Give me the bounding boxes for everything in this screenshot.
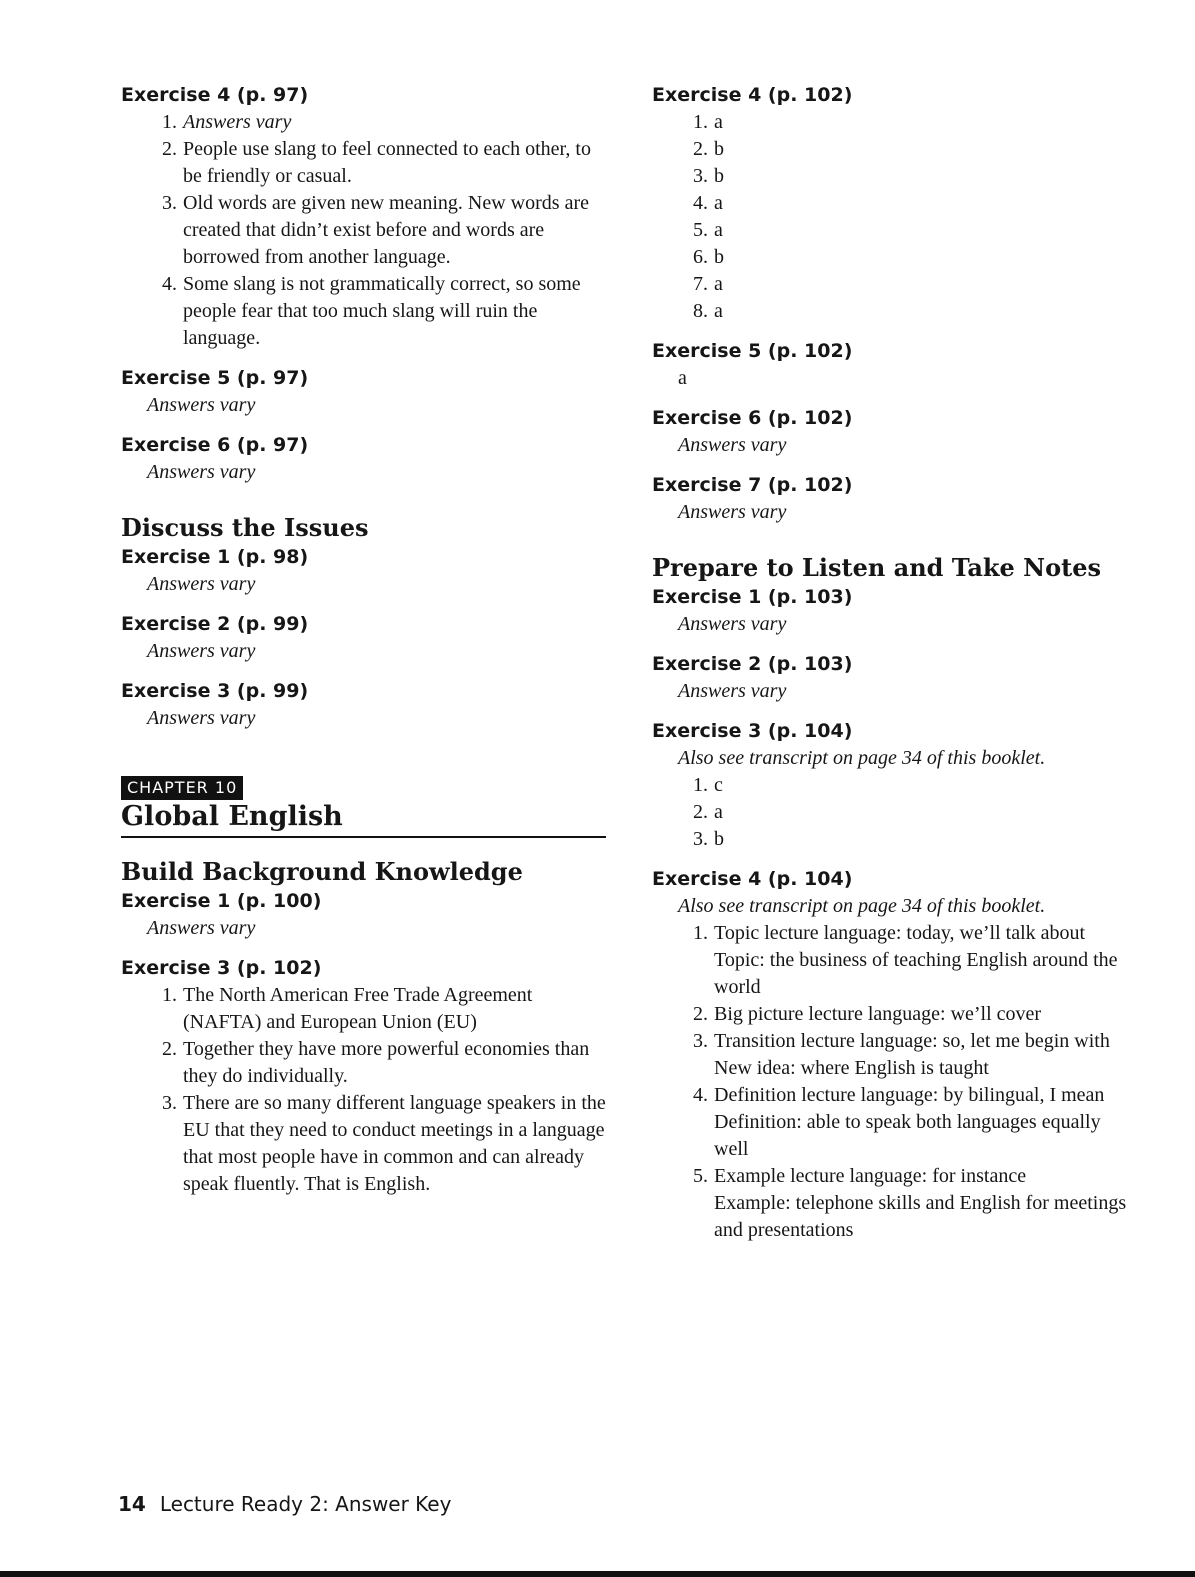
list-item — [652, 772, 1137, 799]
chapter-header — [121, 776, 611, 838]
item-text: c — [714, 774, 723, 796]
item-detail: Definition: able to speak both languages equally well — [714, 1111, 1101, 1160]
list-item — [652, 920, 1137, 1001]
item-text: There are so many different language speakers in the EU that they need to conduct meetings in a language that most people have in common and can already speak fluently. That is English. — [183, 1092, 606, 1195]
list-item — [121, 271, 611, 352]
exercise-title: Exercise 1 (p. 100) — [121, 890, 322, 912]
item-number: 4. — [693, 192, 708, 214]
answer-text: Answers vary — [147, 640, 256, 662]
list-item — [652, 136, 1137, 163]
item-text: Transition lecture language: so, let me begin with — [714, 1030, 1110, 1052]
exercise-1-p100 — [121, 888, 611, 942]
item-number: 1. — [162, 984, 177, 1006]
answer-text: Answers vary — [147, 917, 256, 939]
item-text: People use slang to feel connected to each other, to be friendly or casual. — [183, 138, 591, 187]
item-text: Some slang is not grammatically correct, so some people fear that too much slang will ruin the language. — [183, 273, 581, 349]
exercise-1-p98 — [121, 544, 611, 598]
exercise-6-p102 — [652, 405, 1137, 459]
item-text: Old words are given new meaning. New words are created that didn’t exist before and words are borrowed from another language. — [183, 192, 589, 268]
list-item — [652, 217, 1137, 244]
exercise-7-p102 — [652, 472, 1137, 526]
exercise-title: Exercise 1 (p. 103) — [652, 586, 853, 608]
exercise-title: Exercise 5 (p. 97) — [121, 367, 309, 389]
exercise-title: Exercise 4 (p. 102) — [652, 84, 853, 106]
item-number: 3. — [693, 165, 708, 187]
list-item — [652, 1001, 1137, 1028]
answer-text: Answers vary — [147, 707, 256, 729]
list-item — [652, 163, 1137, 190]
list-item — [121, 1036, 611, 1090]
item-number: 5. — [693, 1165, 708, 1187]
item-number: 8. — [693, 300, 708, 322]
item-number: 5. — [693, 219, 708, 241]
item-number: 3. — [162, 1092, 177, 1114]
list-item — [121, 1090, 611, 1198]
answer-text: Answers vary — [147, 394, 256, 416]
exercise-title: Exercise 2 (p. 99) — [121, 613, 309, 635]
transcript-note: Also see transcript on page 34 of this booklet. — [678, 747, 1046, 769]
exercise-title: Exercise 6 (p. 97) — [121, 434, 309, 456]
list-item — [652, 190, 1137, 217]
list-item — [121, 136, 611, 190]
item-number: 1. — [693, 111, 708, 133]
exercise-title: Exercise 3 (p. 99) — [121, 680, 309, 702]
item-text: a — [714, 273, 723, 295]
list-item — [652, 244, 1137, 271]
item-text: b — [714, 828, 724, 850]
answer-text: Answers vary — [678, 434, 787, 456]
item-text: The North American Free Trade Agreement (NAFTA) and European Union (EU) — [183, 984, 533, 1033]
item-number: 2. — [162, 1038, 177, 1060]
item-text: b — [714, 138, 724, 160]
exercise-title: Exercise 1 (p. 98) — [121, 546, 309, 568]
exercise-4-p97 — [121, 82, 611, 352]
left-column — [121, 82, 611, 1211]
right-column — [652, 82, 1137, 1257]
item-number: 3. — [693, 1030, 708, 1052]
item-text: b — [714, 165, 724, 187]
section-heading-build: Build Background Knowledge — [121, 857, 523, 886]
item-text: a — [714, 192, 723, 214]
bottom-border — [0, 1571, 1195, 1577]
item-detail: Topic: the business of teaching English around the world — [714, 949, 1118, 998]
item-text: a — [714, 111, 723, 133]
list-item — [652, 1082, 1137, 1163]
exercise-title: Exercise 6 (p. 102) — [652, 407, 853, 429]
exercise-3-p99 — [121, 678, 611, 732]
exercise-3-p102 — [121, 955, 611, 1198]
answer-text: Answers vary — [147, 573, 256, 595]
item-number: 1. — [693, 774, 708, 796]
item-number: 3. — [162, 192, 177, 214]
list-item — [652, 1028, 1137, 1082]
item-text: a — [714, 300, 723, 322]
answer-text: a — [678, 367, 687, 389]
section-heading-prepare: Prepare to Listen and Take Notes — [652, 553, 1101, 582]
item-number: 1. — [693, 922, 708, 944]
page-number: 14 — [118, 1492, 146, 1516]
item-detail: New idea: where English is taught — [714, 1057, 989, 1079]
exercise-title: Exercise 4 (p. 97) — [121, 84, 309, 106]
item-text: Big picture lecture language: we’ll cover — [714, 1003, 1042, 1025]
list-item — [121, 982, 611, 1036]
item-number: 4. — [162, 273, 177, 295]
exercise-2-p99 — [121, 611, 611, 665]
item-text: Example lecture language: for instance — [714, 1165, 1027, 1187]
answer-text: Answers vary — [678, 501, 787, 523]
item-number: 7. — [693, 273, 708, 295]
item-number: 2. — [162, 138, 177, 160]
page-footer — [118, 1492, 451, 1516]
chapter-title: Global English — [121, 800, 606, 838]
item-text: Definition lecture language: by bilingual, I mean — [714, 1084, 1105, 1106]
item-number: 2. — [693, 1003, 708, 1025]
list-item — [652, 799, 1137, 826]
list-item — [121, 109, 611, 136]
footer-label: Lecture Ready 2: Answer Key — [159, 1492, 452, 1516]
list-item — [121, 190, 611, 271]
item-number: 2. — [693, 138, 708, 160]
exercise-title: Exercise 2 (p. 103) — [652, 653, 853, 675]
answer-text: Answers vary — [678, 613, 787, 635]
list-item — [652, 109, 1137, 136]
item-text: Answers vary — [183, 111, 292, 133]
exercise-5-p102 — [652, 338, 1137, 392]
exercise-5-p97 — [121, 365, 611, 419]
list-item — [652, 826, 1137, 853]
item-text: Together they have more powerful economies than they do individually. — [183, 1038, 590, 1087]
item-text: a — [714, 219, 723, 241]
exercise-6-p97 — [121, 432, 611, 486]
item-number: 6. — [693, 246, 708, 268]
section-heading-discuss: Discuss the Issues — [121, 513, 369, 542]
answer-text: Answers vary — [147, 461, 256, 483]
exercise-title: Exercise 7 (p. 102) — [652, 474, 853, 496]
item-number: 3. — [693, 828, 708, 850]
item-text: Topic lecture language: today, we’ll talk about — [714, 922, 1086, 944]
exercise-title: Exercise 3 (p. 104) — [652, 720, 853, 742]
exercise-title: Exercise 5 (p. 102) — [652, 340, 853, 362]
exercise-1-p103 — [652, 584, 1137, 638]
exercise-4-p102 — [652, 82, 1137, 325]
exercise-3-p104 — [652, 718, 1137, 853]
chapter-badge: CHAPTER 10 — [121, 776, 243, 800]
transcript-note: Also see transcript on page 34 of this booklet. — [678, 895, 1046, 917]
exercise-title: Exercise 3 (p. 102) — [121, 957, 322, 979]
exercise-title: Exercise 4 (p. 104) — [652, 868, 853, 890]
item-text: b — [714, 246, 724, 268]
answer-text: Answers vary — [678, 680, 787, 702]
exercise-2-p103 — [652, 651, 1137, 705]
exercise-4-p104 — [652, 866, 1137, 1244]
item-text: a — [714, 801, 723, 823]
item-number: 2. — [693, 801, 708, 823]
item-number: 1. — [162, 111, 177, 133]
list-item — [652, 271, 1137, 298]
item-number: 4. — [693, 1084, 708, 1106]
item-detail: Example: telephone skills and English for meetings and presentations — [714, 1192, 1127, 1241]
list-item — [652, 298, 1137, 325]
list-item — [652, 1163, 1137, 1244]
